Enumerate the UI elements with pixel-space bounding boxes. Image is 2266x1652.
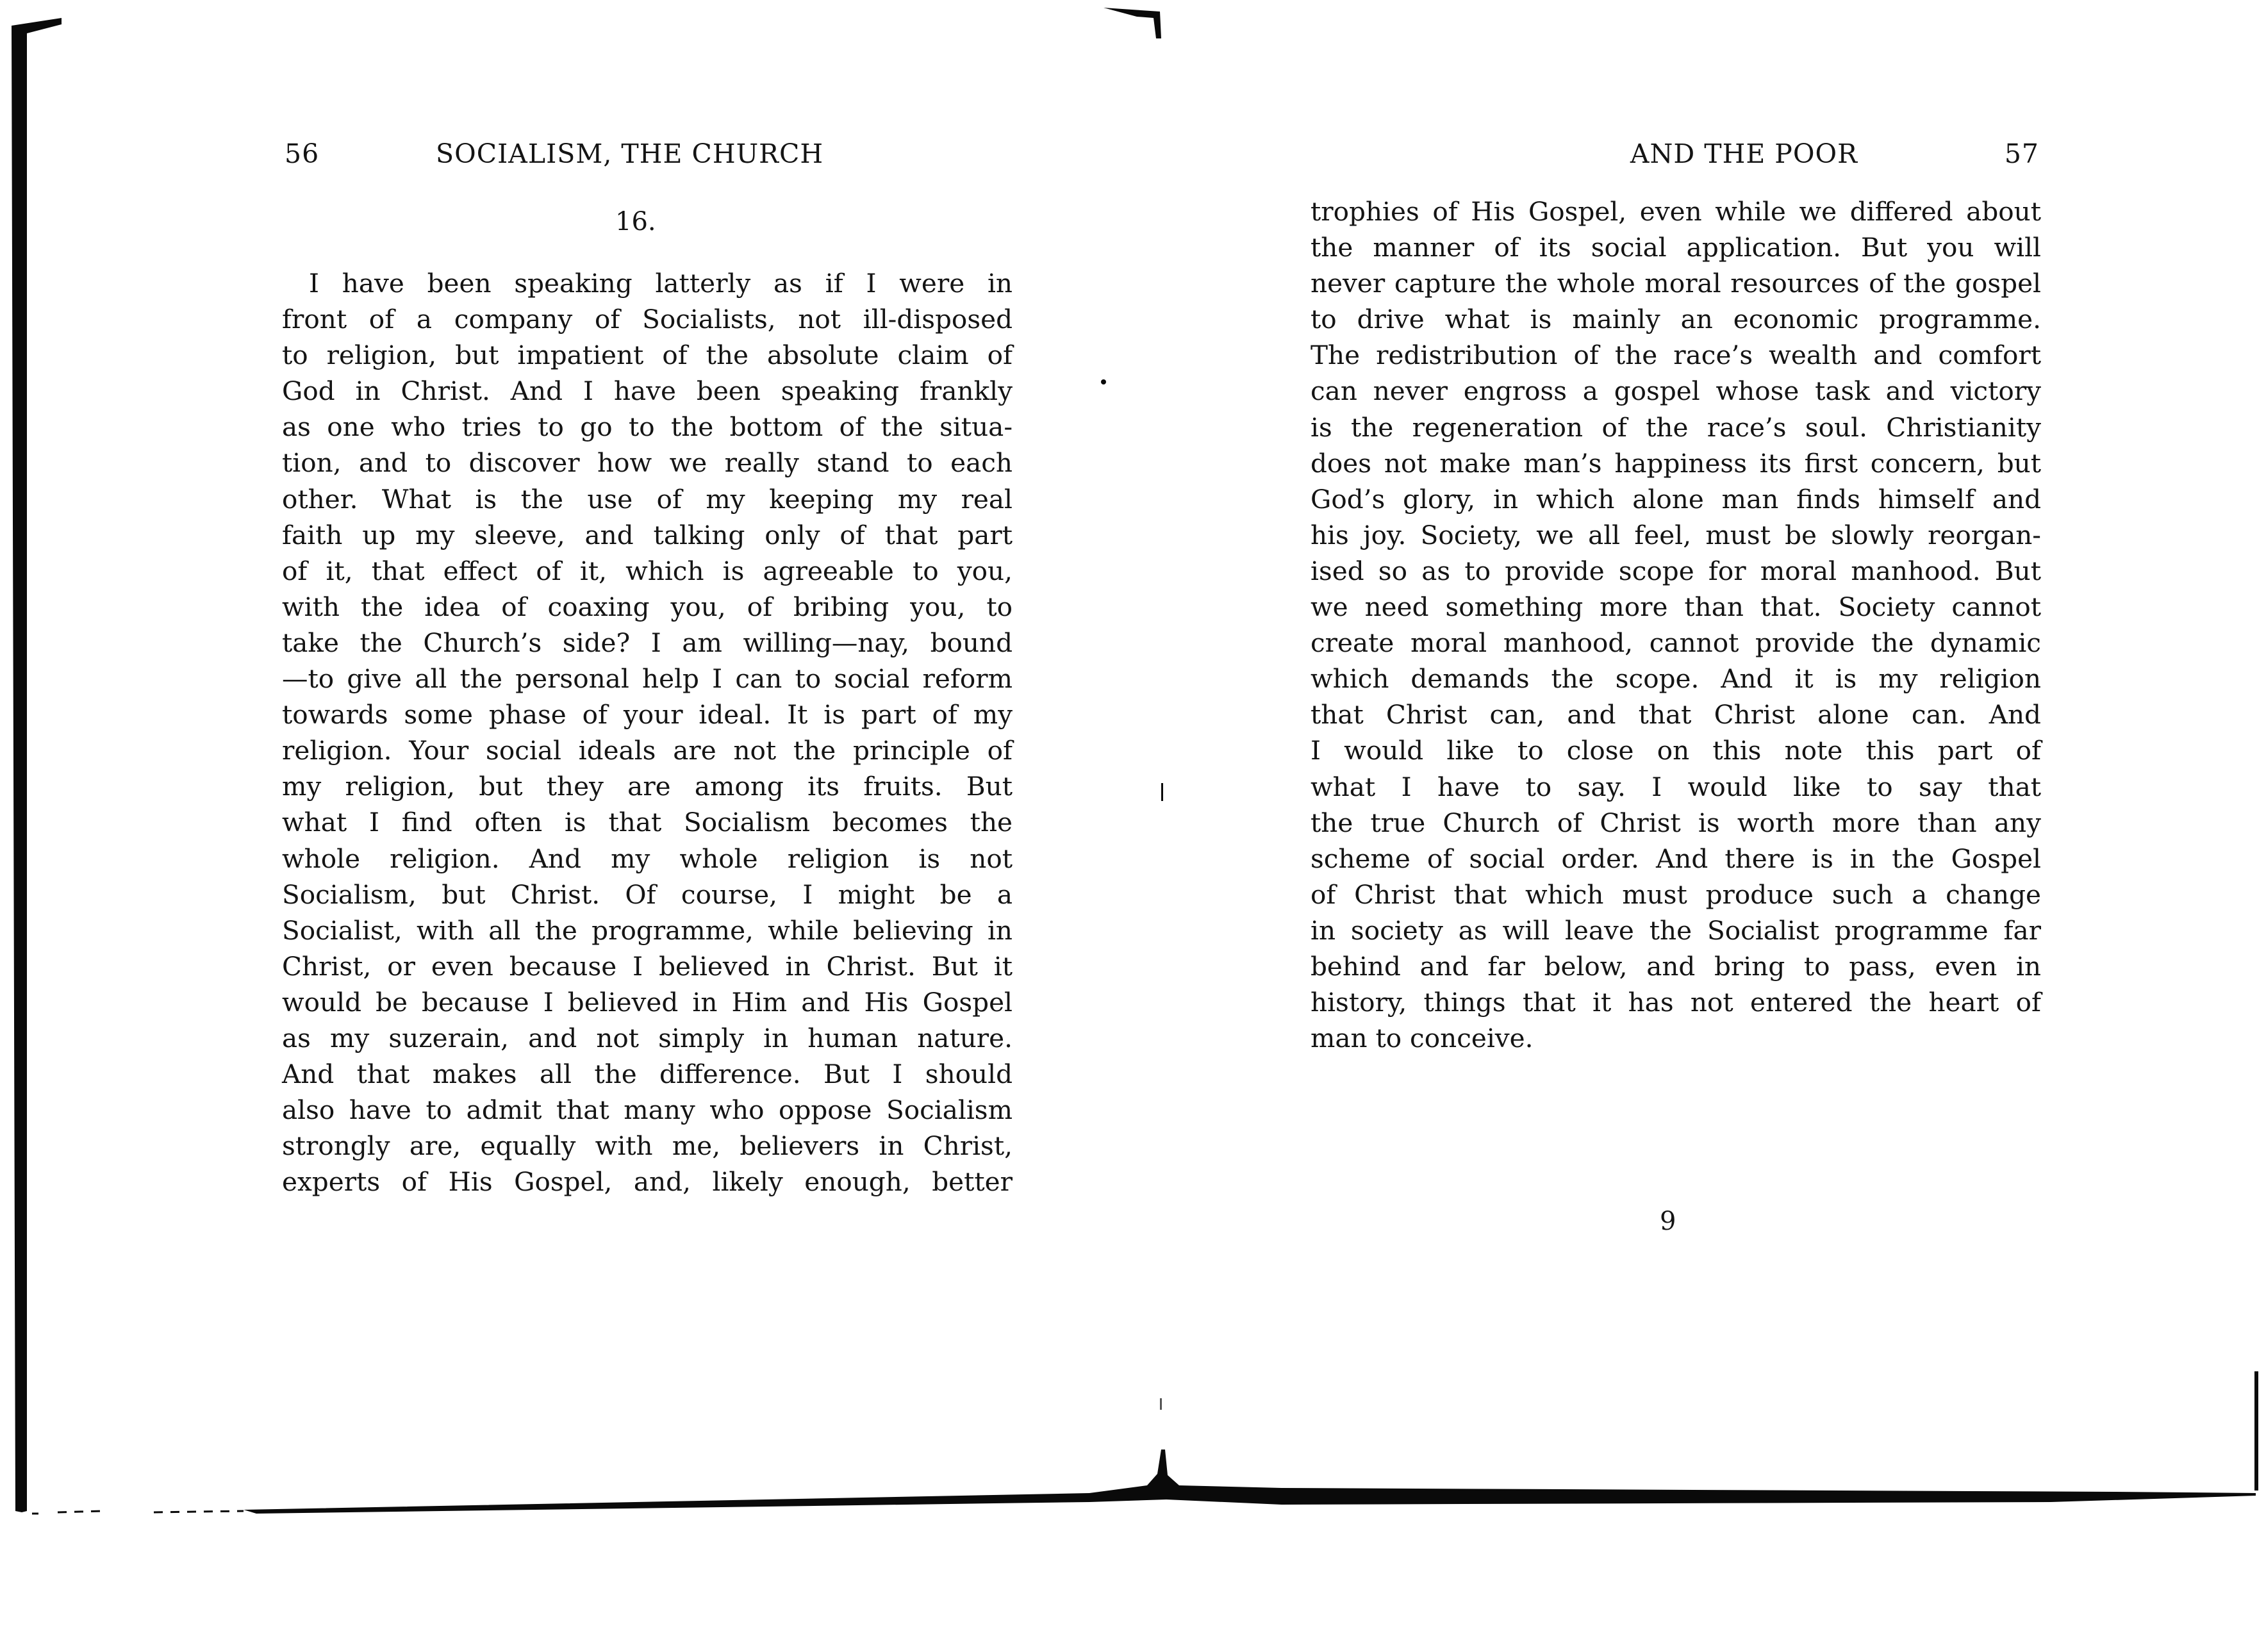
text-line: I have been speaking latterly as if I were in xyxy=(309,268,1013,299)
text-line: never capture the whole moral resources of the gospel xyxy=(1311,268,2041,299)
text-line: Christ, or even because I believed in Christ. But it xyxy=(282,950,1013,982)
text-line: his joy. Society, we all feel, must be slowly reorgan- xyxy=(1311,519,2041,550)
text-line: what I have to say. I would like to say that xyxy=(1311,771,2041,802)
text-line: as my suzerain, and not simply in human nature. xyxy=(282,1022,1013,1053)
text-line: The redistribution of the race’s wealth and comfort xyxy=(1311,340,2041,371)
text-line: of Christ that which must produce such a change xyxy=(1311,879,2041,910)
text-line: front of a company of Socialists, not ill-disposed xyxy=(282,304,1013,335)
text-line: behind and far below, and bring to pass, even in xyxy=(1311,950,2041,982)
text-line: ised so as to provide scope for moral manhood. But xyxy=(1311,555,2041,586)
text-line: God’s glory, in which alone man finds himself and xyxy=(1311,483,2041,515)
text-line: the manner of its social application. But you will xyxy=(1311,232,2041,263)
running-head-left xyxy=(282,136,1013,172)
text-line: Socialist, with all the programme, while believing in xyxy=(282,914,1013,946)
text-line: strongly are, equally with me, believers in Christ, xyxy=(282,1130,1013,1162)
text-line: that Christ can, and that Christ alone can. And xyxy=(1311,699,2041,731)
text-line: Socialism, but Christ. Of course, I might be a xyxy=(282,879,1013,910)
gutter-speck xyxy=(1101,379,1106,384)
text-line: what I find often is that Socialism becomes the xyxy=(282,807,1013,838)
text-line: to drive what is mainly an economic programme. xyxy=(1311,304,2041,335)
text-line: does not make man’s happiness its first concern, but xyxy=(1311,447,2041,479)
text-line: trophies of His Gospel, even while we differed about xyxy=(1311,196,2041,227)
text-line: tion, and to discover how we really stand to each xyxy=(282,447,1013,479)
text-line: as one who tries to go to the bottom of the situa- xyxy=(282,411,1013,443)
text-line: I would like to close on this note this part of xyxy=(1311,735,2041,766)
section-number: 16. xyxy=(615,207,656,236)
text-line: And that makes all the difference. But I should xyxy=(282,1059,1013,1090)
text-line: my religion, but they are among its fruits. But xyxy=(282,771,1013,802)
text-line: scheme of social order. And there is in the Gospel xyxy=(1311,843,2041,874)
text-line: would be because I believed in Him and His Gospel xyxy=(282,986,1013,1018)
right-page-body-text xyxy=(1311,194,2041,1056)
text-line: religion. Your social ideals are not the principle of xyxy=(282,735,1013,766)
text-line: to religion, but impatient of the absolute claim of xyxy=(282,340,1013,371)
text-line: experts of His Gospel, and, likely enough, better xyxy=(282,1166,1013,1198)
page-number-56: 56 xyxy=(285,138,320,169)
right-page xyxy=(1311,0,2041,1652)
right-page-edge xyxy=(2254,1371,2258,1491)
text-line: in society as will leave the Socialist programme far xyxy=(1311,914,2041,946)
gutter-mark xyxy=(1161,783,1163,801)
page-number-57: 57 xyxy=(2004,138,2039,169)
text-line: —to give all the personal help I can to social reform xyxy=(282,663,1013,695)
left-page xyxy=(282,0,1013,1652)
text-line: create moral manhood, cannot provide the dynamic xyxy=(1311,627,2041,659)
text-line: history, things that it has not entered the heart of xyxy=(1311,987,2041,1018)
text-line: whole religion. And my whole religion is not xyxy=(282,843,1013,874)
text-line: faith up my sleeve, and talking only of that part xyxy=(282,519,1013,550)
left-page-body-text xyxy=(282,265,1013,1200)
text-line: take the Church’s side? I am willing—nay, bound xyxy=(282,627,1013,658)
running-head-title-left: SOCIALISM, THE CHURCH xyxy=(436,138,824,169)
text-line: other. What is the use of my keeping my real xyxy=(282,483,1013,515)
text-line: towards some phase of your ideal. It is part of my xyxy=(282,699,1013,731)
text-line: also have to admit that many who oppose Socialism xyxy=(282,1094,1013,1126)
text-line: we need something more than that. Society cannot xyxy=(1311,591,2041,623)
left-cover-edge xyxy=(12,18,62,1512)
text-line: which demands the scope. And it is my religion xyxy=(1311,663,2041,695)
text-line: man to conceive. xyxy=(1311,1023,1534,1054)
text-line: God in Christ. And I have been speaking frankly xyxy=(282,376,1013,407)
running-head-right xyxy=(1311,136,2041,172)
signature-mark: 9 xyxy=(1660,1207,1676,1236)
text-line: of it, that effect of it, which is agreeable to you, xyxy=(282,555,1013,586)
text-line: is the regeneration of the race’s soul. Christianity xyxy=(1311,411,2041,443)
gutter-mark xyxy=(1160,1398,1162,1410)
text-line: with the idea of coaxing you, of bribing you, to xyxy=(282,591,1013,622)
bottom-edge-dashes xyxy=(32,1511,244,1514)
text-line: the true Church of Christ is worth more than any xyxy=(1311,807,2041,838)
running-head-title-right: AND THE POOR xyxy=(1630,138,1858,169)
text-line: can never engross a gospel whose task and victory xyxy=(1311,376,2041,407)
top-gutter-notch xyxy=(1104,8,1161,38)
